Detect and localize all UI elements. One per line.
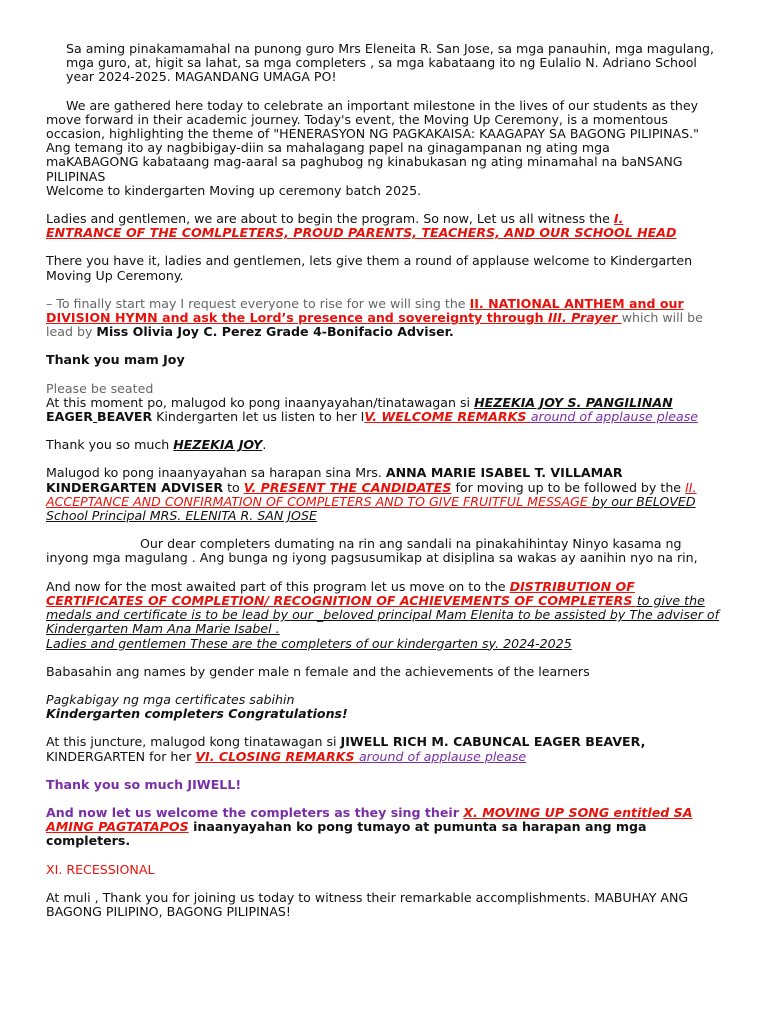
certificates-note [46,693,722,721]
welcome-remarks-mid: Kindergarten let us listen to her I [152,409,365,425]
closing-intro: At this juncture, malugod kong tinatawagan si [46,734,341,750]
welcome-line: maKABAGONG kabataang mag-aaral sa paghubog ng kinabukasan ng ating minamahal na baNSANG [46,154,683,170]
distribution-last-line: Ladies and gentlemen These are the completers of our kindergarten sy. 2024-2025 [46,635,572,651]
anthem-lead: – To finally start may I request everyone to rise for we will sing the [46,295,470,311]
distribution-paragraph [46,580,722,651]
closing-remarks-paragraph [46,735,722,763]
recessional-text: XI. RECESSIONAL [46,861,155,877]
entrance-item-number: I. [613,211,624,227]
applause-text: There you have it, ladies and gentlemen, lets give them a round of applause welcome to Kindergarten Moving Up Ceremony. [46,253,693,283]
welcome-remarks-paragraph [46,382,722,425]
distribution-item: DISTRIBUTION OF CERTIFICATES OF COMPLETION/ RECOGNITION OF ACHIEVEMENTS OF COMPLETERS [46,578,637,608]
welcome-line: move forward in their academic journey. Today's event, the Moving Up Ceremony, is a momentous [46,111,668,127]
names-instruction [46,665,722,679]
seated-text: Please be seated [46,380,154,396]
welcome-applause: around of applause please [530,409,699,425]
thanks-jiwell-text: Thank you so much JIWELL! [46,776,242,792]
entrance-intro: Ladies and gentlemen, we are about to begin the program. So now, Let us all witness the [46,211,614,227]
closing-text: At muli , Thank you for joining us today to witness their remarkable accomplishments. MABUHAY ANG BAGONG PILIPINO, BAGONG PILIPINAS! [46,889,689,919]
beaver-word: BEAVER [97,409,153,425]
song-intro: And now let us welcome the completers as they sing their [46,804,464,820]
names-instruction-text: Babasahin ang names by gender male n female and the achievements of the learners [46,663,590,679]
welcome-line: We are gathered here today to celebrate an important milestone in the lives of our students as they [66,97,699,113]
thanks-joy [46,353,722,367]
anthem-tail: which will be lead by [46,310,703,340]
speaker-name-hezekia: HEZEKIA JOY S. PANGILINAN [474,394,673,410]
candidates-paragraph [46,466,722,523]
speaker-name-jiwell: JIWELL RICH M. CABUNCAL EAGER BEAVER, [340,734,646,750]
recessional [46,863,722,877]
thanks-hezekia-name: HEZEKIA JOY [173,437,263,453]
closing-applause: around of applause please [358,748,527,764]
completers-message [46,537,722,565]
opening-greeting-text: Sa aming pinakamamahal na punong guro Mrs Eleneita R. San Jose, sa mga panauhin, mga magulang, mga guro, at, higit sa lahat, sa mga completers , sa mga kabataang ito ng Eulalio N. Adriano School year 2024-2025. MAGANDANG UMAGA PO! [66,41,714,85]
anthem-item: II. NATIONAL ANTHEM and our DIVISION HYMN and ask the Lord’s presence and sovereignty through [46,295,684,326]
entrance-item-title: ENTRANCE OF THE COMLPLETERS, PROUD PARENTS, TEACHERS, AND OUR SCHOOL HEAD [46,225,677,241]
welcome-remarks-item: V. WELCOME REMARKS [364,409,531,425]
anthem-paragraph [46,297,722,340]
moving-up-song-item: X. MOVING UP SONG entitled SA AMING PAGTATAPOS [46,804,693,835]
adviser-name: ANNA MARIE ISABEL T. VILLAMAR KINDERGARTEN ADVISER [46,465,623,495]
closing-remarks-item: VI. CLOSING REMARKS [195,748,359,764]
welcome-paragraph [46,99,722,198]
completers-line: inyong mga magulang . Ang bunga ng iyong pagsusumikap at disiplina sa wakas ay aanihin nyo na rin, [46,550,698,566]
applause-paragraph [46,254,722,282]
distribution-rest: to give the medals and certificate is to be lead by our _beloved principal Mam Elenita to be assisted by The adviser of Kindergarten Mam Ana Marie Isabel . [46,592,720,637]
closing-paragraph [46,891,722,919]
thanks-jiwell [46,778,722,792]
moving-up-song-paragraph [46,806,722,849]
candidates-mid: for moving up to be followed by the [451,479,686,495]
anthem-leader: Miss Olivia Joy C. Perez Grade 4-Bonifacio Adviser. [96,324,454,340]
welcome-line: occasion, highlighting the theme of "HENERASYON NG PAGKAKAISA: KAAGAPAY SA BAGONG PILIPINAS." [46,126,699,142]
opening-greeting [46,42,722,85]
welcome-line: PILIPINAS [46,168,106,184]
congratulations-line: Kindergarten completers Congratulations! [46,706,348,722]
welcome-line: Welcome to kindergarten Moving up ceremony batch 2025. [46,182,422,198]
eager-word: EAGER [46,409,93,425]
thanks-hezekia-pre: Thank you so much [46,437,174,453]
distribution-intro: And now for the most awaited part of this program let us move on to the [46,578,510,594]
present-candidates-item: V. PRESENT THE CANDIDATES [243,479,452,495]
welcome-line: Ang temang ito ay nagbibigay-diin sa mahalagang papel na ginagampanan ng ating mga [46,140,610,156]
thanks-hezekia [46,438,722,452]
entrance-paragraph [46,212,722,240]
speech-document [46,42,722,933]
acceptance-item: II. ACCEPTANCE AND CONFIRMATION OF COMPLETERS AND TO GIVE FRUITFUL MESSAGE [46,479,697,509]
thanks-hezekia-post: . [262,437,267,453]
completers-line: Our dear completers dumating na rin ang sandali na pinakahihintay Ninyo kasama ng [140,536,682,552]
principal-message: by our BELOVED School Principal MRS. ELENITA R. SAN JOSE [46,493,696,524]
candidates-to: to [223,479,244,495]
song-rest: inaanyayahan ko pong tumayo at pumunta sa harapan ang mga completers. [46,819,647,849]
thanks-joy-text: Thank you mam Joy [46,352,185,368]
welcome-remarks-intro: At this moment po, malugod ko pong inaanyayahan/tinatawagan si [46,394,475,410]
candidates-intro: Malugod ko pong inaanyayahan sa harapan sina Mrs. [46,465,386,481]
certificates-note-line: Pagkabigay ng mga certificates sabihin [46,691,295,707]
prayer-item: III. Prayer [547,310,622,326]
closing-mid: KINDERGARTEN for her [46,748,196,764]
